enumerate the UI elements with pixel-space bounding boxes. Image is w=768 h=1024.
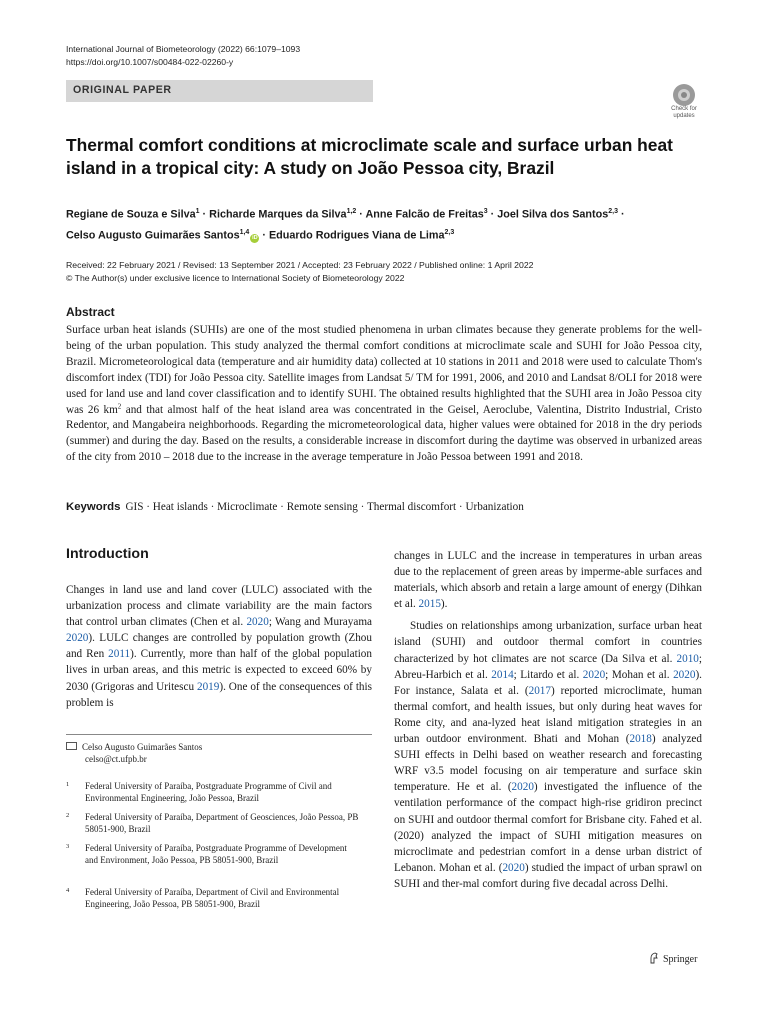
journal-citation: International Journal of Biometeorology (2022) 66:1079–1093 xyxy=(66,44,301,54)
author-name[interactable]: Celso Augusto Guimarães Santos xyxy=(66,229,240,242)
affiliation-number: 2 xyxy=(66,812,70,819)
affiliation xyxy=(66,811,376,835)
intro-left-column xyxy=(66,582,372,711)
author-name[interactable]: Regiane de Souza e Silva xyxy=(66,208,196,221)
affiliation-text: Federal University of Paraíba, Postgraduate Programme of Civil and Environmental Engineering, João Pessoa, Brazil xyxy=(85,781,332,803)
text-run: ; Abreu-Harbich et al. xyxy=(394,652,702,681)
affiliation-text: Federal University of Paraíba, Department of Civil and Environmental Engineering, João Pessoa, PB 58051-900, Brazil xyxy=(85,887,340,909)
citation-link[interactable]: 2015 xyxy=(418,598,441,611)
corresponding-author-email[interactable]: celso@ct.ufpb.br xyxy=(85,754,147,764)
check-updates-label: Check for updates xyxy=(671,106,697,119)
affiliation-number: 3 xyxy=(66,843,70,850)
affiliation-text: Federal University of Paraíba, Postgraduate Programme of Development and Environment, João Pessoa, PB 58051-900, Brazil xyxy=(85,843,347,865)
abstract-text xyxy=(66,323,702,466)
text-run: ). xyxy=(440,598,448,611)
abstract-part-1: Surface urban heat islands (SUHIs) are one of the most studied phenomena in urban climates because they generate problems for the well-being of the urban population. This study analyzed the thermal comfort conditions at microclimate scale and SUHI for João Pessoa city, Brazil. Micrometeorological data (temperature and air humidity data) collected at 10 stations in 2011 and 2018 were used to calculate Thom's discomfort index (TDI) for João Pessoa city. Satellite images from Landsat 5/ TM for 1991, 2006, and 2010 and Landsat 8/OLI for 2018 were used for land use and land cover classification and to identify SUHI. The obtained results highlighted that the SUHI area in João Pessoa city was 26 km xyxy=(66,324,702,416)
text-run: changes in LULC and the increase in temperatures in urban areas due to the replacement of green areas by imperme-able surfaces and materials, which absorb and retain a large amount of energy (Dihkan et al. xyxy=(394,550,702,611)
text-run: ). LULC changes are controlled by population growth (Zhou and Ren xyxy=(66,632,372,661)
citation-link[interactable]: 2018 xyxy=(629,733,652,746)
keywords xyxy=(66,501,524,513)
text-run: ; Wang and Murayama xyxy=(268,616,372,629)
author-name[interactable]: Richarde Marques da Silva xyxy=(209,208,347,221)
affiliation-number: 1 xyxy=(66,781,70,788)
copyright-line: © The Author(s) under exclusive licence to International Society of Biometeorology 2022 xyxy=(66,273,405,283)
abstract-heading: Abstract xyxy=(66,305,115,319)
introduction-heading: Introduction xyxy=(66,546,149,562)
citation-link[interactable]: 2011 xyxy=(108,648,131,661)
article-category-banner xyxy=(66,80,373,102)
keywords-heading: Keywords xyxy=(66,501,121,513)
text-run: ) analyzed SUHI effects in Delhi based on weather research and forecasting WRF v3.5 model focusing on air temperature and surface skin temperature. He et al. ( xyxy=(394,733,702,794)
corresponding-author-name: Celso Augusto Guimarães Santos xyxy=(82,742,203,752)
abstract-superscript: 2 xyxy=(117,401,122,410)
text-run: ). One of the consequences of this problem is xyxy=(66,680,372,709)
citation-link[interactable]: 2020 xyxy=(511,781,534,794)
citation-link[interactable]: 2020 xyxy=(582,668,606,681)
affiliation xyxy=(66,780,376,804)
text-run: ; Mohan et al. xyxy=(605,668,674,681)
article-category: ORIGINAL PAPER xyxy=(73,84,172,96)
author-name[interactable]: Joel Silva dos Santos xyxy=(497,208,609,221)
affiliation-number: 4 xyxy=(66,887,70,894)
citation-link[interactable]: 2020 xyxy=(502,861,525,874)
orcid-icon[interactable]: iD xyxy=(252,235,258,242)
check-for-updates-badge[interactable] xyxy=(664,84,704,124)
citation-link[interactable]: 2020 xyxy=(673,668,696,681)
citation-link[interactable]: 2020 xyxy=(66,632,89,645)
text-run: ). Currently, more than half of the global population lives in urban areas, and this metric is expected to exceed 60% by 2030 (Grigoras and Uritescu xyxy=(66,648,372,693)
author-name[interactable]: Anne Falcão de Freitas xyxy=(365,208,484,221)
affiliation-text: Federal University of Paraíba, Department of Geosciences, João Pessoa, PB 58051-900, Brazil xyxy=(85,812,359,834)
author-affiliation: 2,3 xyxy=(608,208,618,215)
paper-title: Thermal comfort conditions at microclimate scale and surface urban heat island in a tropical city: A study on João Pessoa city, Brazil xyxy=(66,135,673,178)
paragraph xyxy=(394,550,702,610)
citation-link[interactable]: 2014 xyxy=(491,668,514,681)
history-dates: Received: 22 February 2021 / Revised: 13 September 2021 / Accepted: 23 February 2022 / Published online: 1 April 2022 xyxy=(66,260,534,270)
citation-link[interactable]: 2017 xyxy=(528,684,551,697)
text-run: ) reported microclimate, human thermal comfort, and health issues, but only during heat waves for Rome city, and ana-lyzed heat island mitigation strategies in an urban outdoor environment. Bhati and Mohan ( xyxy=(394,684,703,746)
author-name[interactable]: Eduardo Rodrigues Viana de Lima xyxy=(268,229,445,242)
author-affiliation: 1 xyxy=(195,208,200,215)
author-affiliation: 1,4 xyxy=(239,228,250,236)
check-updates-icon xyxy=(673,84,695,106)
text-run: ). For instance, Salata et al. ( xyxy=(394,668,702,697)
corresponding-author xyxy=(66,741,202,765)
author-affiliation: 2,3 xyxy=(444,228,455,236)
keywords-list: GIS · Heat islands · Microclimate · Remote sensing · Thermal discomfort · Urbanization xyxy=(125,501,524,513)
springer-horse-icon xyxy=(649,952,659,964)
author-affiliation: 1,2 xyxy=(346,208,357,215)
author-list: Regiane de Souza e Silva$^1$ · Richarde Marques da Silva$^{1,2}$ · Anne Falcão de Freitas$^3$ · Joel Silva dos Santos$^{2,3}$ · Celso Augusto Guimarães Santos$^{1,4}$iD · Eduardo Rodrigues Viana de Lima$^{2,3}$ xyxy=(66,208,625,242)
intro-right-column xyxy=(394,548,702,892)
paragraph xyxy=(394,618,702,892)
envelope-icon xyxy=(66,742,77,750)
citation-link[interactable]: 2020 xyxy=(246,616,269,629)
publication-dates xyxy=(66,259,706,285)
text-run: Changes in land use and land cover (LULC) associated with the urbanization process and climate variability are the main factors that control urban climates (Chen et al. xyxy=(66,584,372,629)
abstract-part-2: and that almost half of the heat island area was concentrated in the Geisel, Aeroclube, Valentina, Distrito Industrial, Cristo Redentor, and Mangabeira neighborhoods. Regarding the micrometeorological data, higher values were obtained for 2018 in the dry periods (summer) and during the day. Based on the results, a considerable increase in discomfort during the daytime was observed in urbanized areas of the city from 2010 – 2018 due to the increase in the average temperature in João Pessoa between 1991 and 2018. xyxy=(66,403,702,464)
affiliation xyxy=(66,842,376,878)
text-run: ; Litardo et al. xyxy=(513,668,583,681)
text-run: ) studied the impact of urban sprawl on SUHI and ther-mal comfort during five decadal across Delhi. xyxy=(394,861,702,890)
text-run: ) investigated the influence of the ventilation performance of the compact high-rise gridiron precinct on SUHI and outdoor thermal comfort for Brisbane city. Fahed et al. (2020) analyzed the impact of SUHI mitigation measures on microclimate and pedestrian comfort in a dense urban district of Lebanon. Mohan et al. ( xyxy=(394,781,702,874)
author-affiliation: 3 xyxy=(483,208,488,215)
citation-link[interactable]: 2010 xyxy=(676,652,699,665)
text-run: Studies on relationships among urbanization, surface urban heat island (SUHI) and outdoor thermal comfort in countries characterized by hot climates are not scarce (Da Silva et al. xyxy=(394,620,702,665)
citation-link[interactable]: 2019 xyxy=(196,680,220,693)
footnote-divider xyxy=(66,734,372,735)
affiliation xyxy=(66,886,376,922)
publisher-logo xyxy=(649,952,697,965)
publisher-name: Springer xyxy=(663,954,698,965)
doi-link[interactable]: https://doi.org/10.1007/s00484-022-02260-y xyxy=(66,57,234,67)
